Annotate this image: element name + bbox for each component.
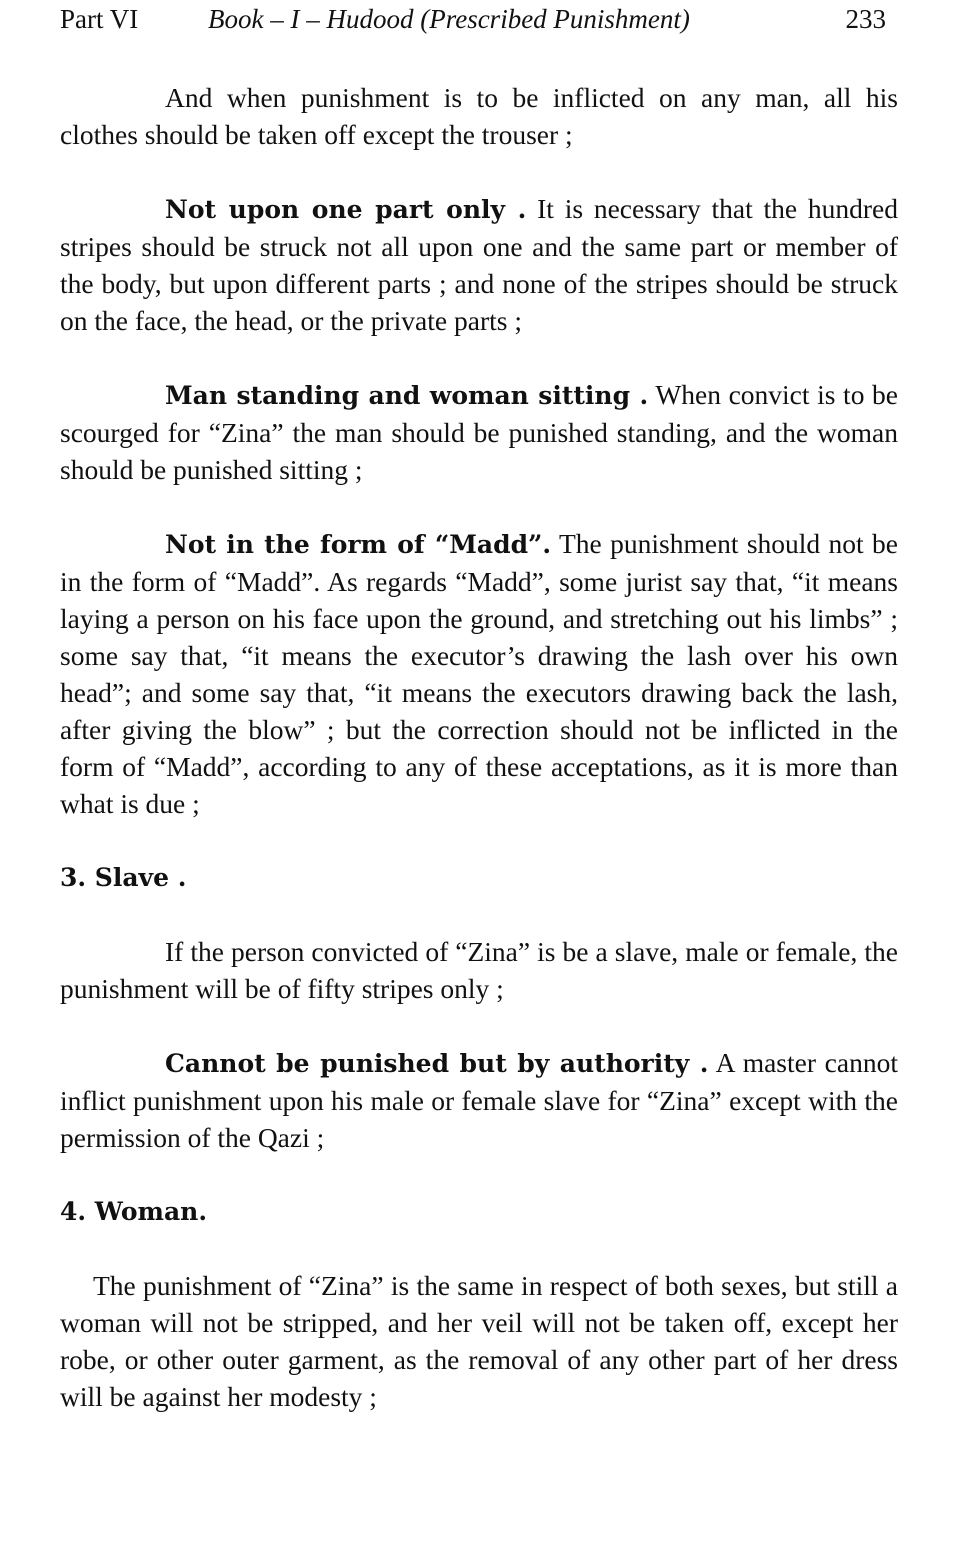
section-heading-woman: 4. Woman. [60,1197,208,1226]
paragraph-text: A master cannot inflict punishment upon his male or female slave for “Zina” except with the permission of the Qazi ; [60,1047,898,1153]
paragraph-text: It is necessary that the hundred stripes should be struck not all upon one and the same part or member of the body, but upon different parts ; and none of the stripes should be struck on the face, the head, or the private parts ; [60,193,898,336]
paragraph-madd [60,525,898,822]
paragraph-text: The punishment of “Zina” is the same in respect of both sexes, but still a woman will not be stripped, and her veil will not be taken off, except her robe, or other outer garment, as the removal of any other part of her dress will be against her modesty ; [60,1270,898,1412]
paragraph-standing-sitting [60,376,898,488]
paragraph-slave [60,933,898,1007]
paragraph-lead: Not upon one part only . [165,195,527,224]
header-part: Part VI [60,4,139,34]
header-title: Book – I – Hudood (Prescribed Punishment) [208,4,690,34]
section-heading-slave: 3. Slave . [60,863,187,892]
page-header [60,0,898,46]
paragraph-lead: Man standing and woman sitting . [165,381,649,410]
paragraph-text: And when punishment is to be inflicted on any man, all his clothes should be taken off except the trouser ; [60,82,898,150]
paragraph-not-one-part [60,190,898,339]
paragraph-lead: Not in the form of “Madd”. [165,530,552,559]
page-number: 233 [845,4,886,34]
paragraph-authority [60,1044,898,1156]
paragraph-clothes [60,79,898,153]
paragraph-text: The punishment should not be in the form of “Madd”. As regards “Madd”, some jurist say that, “it means laying a person on his face upon the ground, and stretching out his limbs” ; some say that, “it means the executor’s drawing the lash over his own head”; and some say that, “it means the executors drawing back the lash, after giving the blow” ; but the correction should not be inflicted in the form of “Madd”, according to any of these acceptations, as it is more than what is due ; [60,528,898,819]
paragraph-text: If the person convicted of “Zina” is be a slave, male or female, the punishment will be of fifty stripes only ; [60,936,898,1004]
document-page [60,0,898,1415]
paragraph-text: When convict is to be scourged for “Zina” the man should be punished standing, and the woman should be punished sitting ; [60,379,898,485]
paragraph-woman [60,1267,898,1415]
paragraph-lead: Cannot be punished but by authority . [165,1049,709,1078]
